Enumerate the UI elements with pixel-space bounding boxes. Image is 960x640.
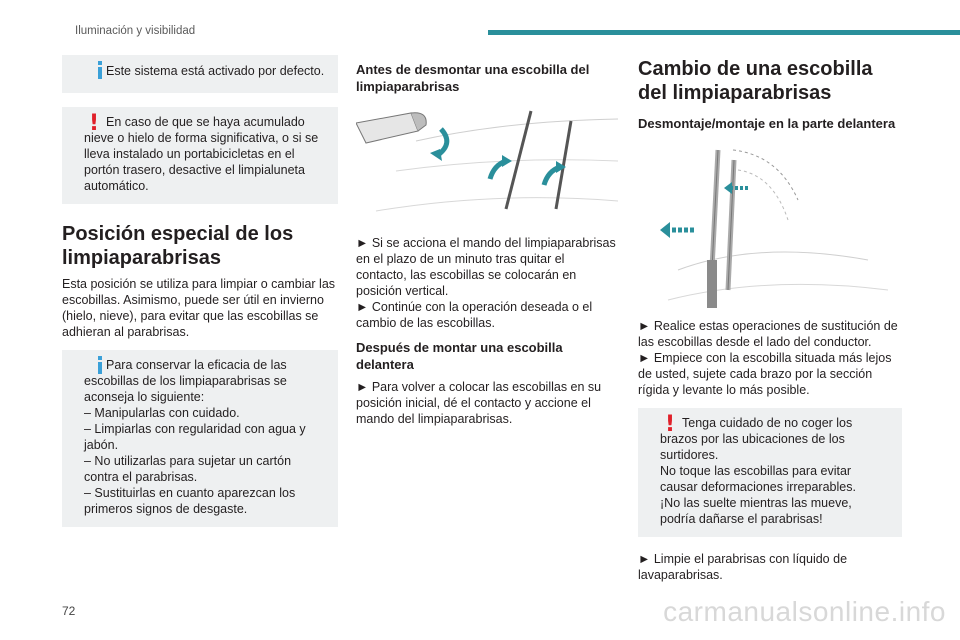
section-heading: Cambio de una escobilla del limpiaparabrisas [638, 58, 873, 104]
section-title: Iluminación y visibilidad [75, 25, 196, 37]
info-note [62, 55, 338, 93]
column-left [62, 55, 338, 539]
paragraph: Esta posición se utiliza para limpiar o cambiar las escobillas. Asimismo, puede ser útil en invierno (hielo, nieve), para evitar que las escobillas se adhieran al parabrisas. [62, 277, 336, 339]
subsection-heading: Antes de desmontar una escobilla del limpiaparabrisas [356, 62, 590, 94]
warning-note-text: En caso de que se haya acumulado nieve o hielo de forma significativa, o si se lleva instalado un portabicicletas en el portón trasero, desactive el limpialuneta automático. [84, 115, 319, 193]
wiper-removal-illustration [638, 140, 902, 308]
info-note-text: Para conservar la eficacia de las escobillas de los limpiaparabrisas se aconseja lo siguiente: – Manipularlas con cuidado. – Limpiarlas con regularidad con agua y jabón. – No utilizarlas para sujetar un cartón contra el parabrisas. – Sustituirlas en cuanto aparezcan los primeros signos de desgaste. [84, 358, 306, 516]
wiper-vertical-illustration [356, 101, 618, 221]
header-accent-bar [488, 30, 960, 35]
column-right [638, 55, 902, 591]
warning-icon: ! [664, 412, 676, 437]
warning-note [62, 107, 338, 204]
warning-note-text: Tenga cuidado de no coger los brazos por las ubicaciones de los surtidores. No toque las escobillas para evitar causar deformaciones irreparables. ¡No las suelte mientras las mueve, podría dañarse el parabrisas! [660, 416, 856, 526]
watermark: carmanualsonline.info [663, 596, 946, 627]
section-heading: Posición especial de los limpiaparabrisas [62, 223, 294, 269]
paragraph: ► Si se acciona el mando del limpiaparabrisas en el plazo de un minuto tras quitar el contacto, las escobillas se colocarán en posición vertical. ► Continúe con la operación deseada o el cambio de las escobillas. [356, 236, 616, 330]
info-note-text: Este sistema está activado por defecto. [106, 64, 325, 78]
paragraph: ► Limpie el parabrisas con líquido de lavaparabrisas. [638, 552, 848, 582]
page-number: 72 [62, 604, 76, 618]
warning-icon: ! [88, 111, 100, 136]
subsection-heading: Después de montar una escobilla delantera [356, 340, 563, 372]
info-icon [86, 356, 102, 378]
info-icon [86, 61, 102, 83]
column-middle [356, 55, 618, 435]
paragraph: ► Para volver a colocar las escobillas en su posición inicial, dé el contacto y accione el mando del limpiaparabrisas. [356, 380, 602, 426]
paragraph: ► Realice estas operaciones de sustitución de las escobillas desde el lado del conductor. ► Empiece con la escobilla situada más lejos de usted, sujete cada brazo por la sección rígida y levante lo más posible. [638, 319, 898, 397]
subsection-heading: Desmontaje/montaje en la parte delantera [638, 116, 896, 131]
info-note [62, 350, 338, 527]
warning-note [638, 408, 902, 537]
